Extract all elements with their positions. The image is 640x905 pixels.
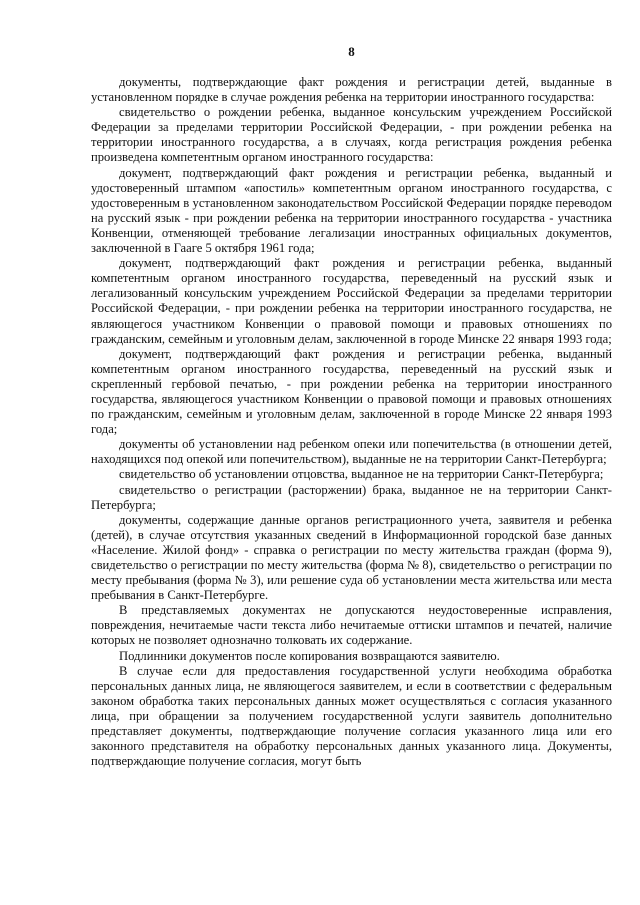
- paragraph-legalized-document: документ, подтверждающий факт рождения и регистрации ребенка, выданный компетентным органом иностранного государства, переведенный на русский язык и легализованный консульским учреждением Российской Федерации за пределами территории Российской Федерации, - при рождении ребенка на территории иностранного государства, не являющегося участником Конвенции о правовой помощи и правовых отношениях по гражданским, семейным и уголовным делам, заключенной в городе Минске 22 января 1993 года;: [91, 256, 612, 346]
- paragraph-no-corrections: В представляемых документах не допускаются неудостоверенные исправления, повреждения, нечитаемые части текста либо нечитаемые оттиски штампов и печатей, наличие которых не позволяет однозначно толковать их содержание.: [91, 603, 612, 648]
- paragraph-consular-certificate: свидетельство о рождении ребенка, выданное консульским учреждением Российской Федерации за пределами территории Российской Федерации, - при рождении ребенка на территории иностранного государства, а в случаях, когда регистрация рождения ребенка произведена компетентным органом иностранного государства:: [91, 105, 612, 165]
- paragraph-stamped-document: документ, подтверждающий факт рождения и регистрации ребенка, выданный компетентным органом иностранного государства, переведенный на русский язык и скрепленный гербовой печатью, - при рождении ребенка на территории иностранного государства, являющегося участником Конвенции о правовой помощи и правовых отношениях по гражданским, семейным и уголовным делам, заключенной в городе Минске 22 января 1993 года;: [91, 346, 612, 437]
- paragraph-originals-returned: Подлинники документов после копирования возвращаются заявителю.: [119, 648, 500, 663]
- paragraph-marriage-certificate: свидетельство о регистрации (расторжении) брака, выданное не на территории Санкт-Петербурга;: [91, 482, 612, 512]
- paragraph-birth-docs-intro: документы, подтверждающие факт рождения и регистрации детей, выданные в установленном порядке в случае рождения ребенка на территории иностранного государства:: [91, 75, 612, 105]
- document-body: [91, 75, 612, 769]
- page-number: 8: [348, 44, 355, 59]
- paragraph-paternity-certificate: свидетельство об установлении отцовства, выданное не на территории Санкт-Петербурга;: [119, 467, 604, 482]
- paragraph-personal-data-consent: В случае если для предоставления государственной услуги необходима обработка персональных данных лица, не являющегося заявителем, и если в соответствии с федеральным законом обработка таких персональных данных может осуществляться с согласия указанного лица, при обращении за получением государственной услуги заявитель дополнительно представляет документы, подтверждающие получение согласия указанного лица или его законного представителя на обработку персональных данных указанного лица. Документы, подтверждающие получение согласия, могут быть: [91, 663, 612, 769]
- paragraph-registration-docs: документы, содержащие данные органов регистрационного учета, заявителя и ребенка (детей), в случае отсутствия указанных сведений в Информационной городской базе данных «Население. Жилой фонд» - справка о регистрации по месту жительства граждан (форма 9), свидетельство о регистрации по месту жительства (форма № 8), свидетельство о регистрации по месту пребывания (форма № 3), или решение суда об установлении места жительства или места пребывания в Санкт-Петербурге.: [91, 512, 612, 603]
- paragraph-apostille-document: документ, подтверждающий факт рождения и регистрации ребенка, выданный и удостоверенный штампом «апостиль» компетентным органом иностранного государства, с удостоверенным в установленном законодательством Российской Федерации порядке переводом на русский язык - при рождении ребенка на территории иностранного государства - участника Конвенции, отменяющей требование легализации иностранных официальных документов, заключенной в Гааге 5 октября 1961 года;: [91, 165, 612, 256]
- paragraph-guardianship-docs: документы об установлении над ребенком опеки или попечительства (в отношении детей, находящихся под опекой или попечительством), выданные не на территории Санкт-Петербурга;: [91, 437, 612, 467]
